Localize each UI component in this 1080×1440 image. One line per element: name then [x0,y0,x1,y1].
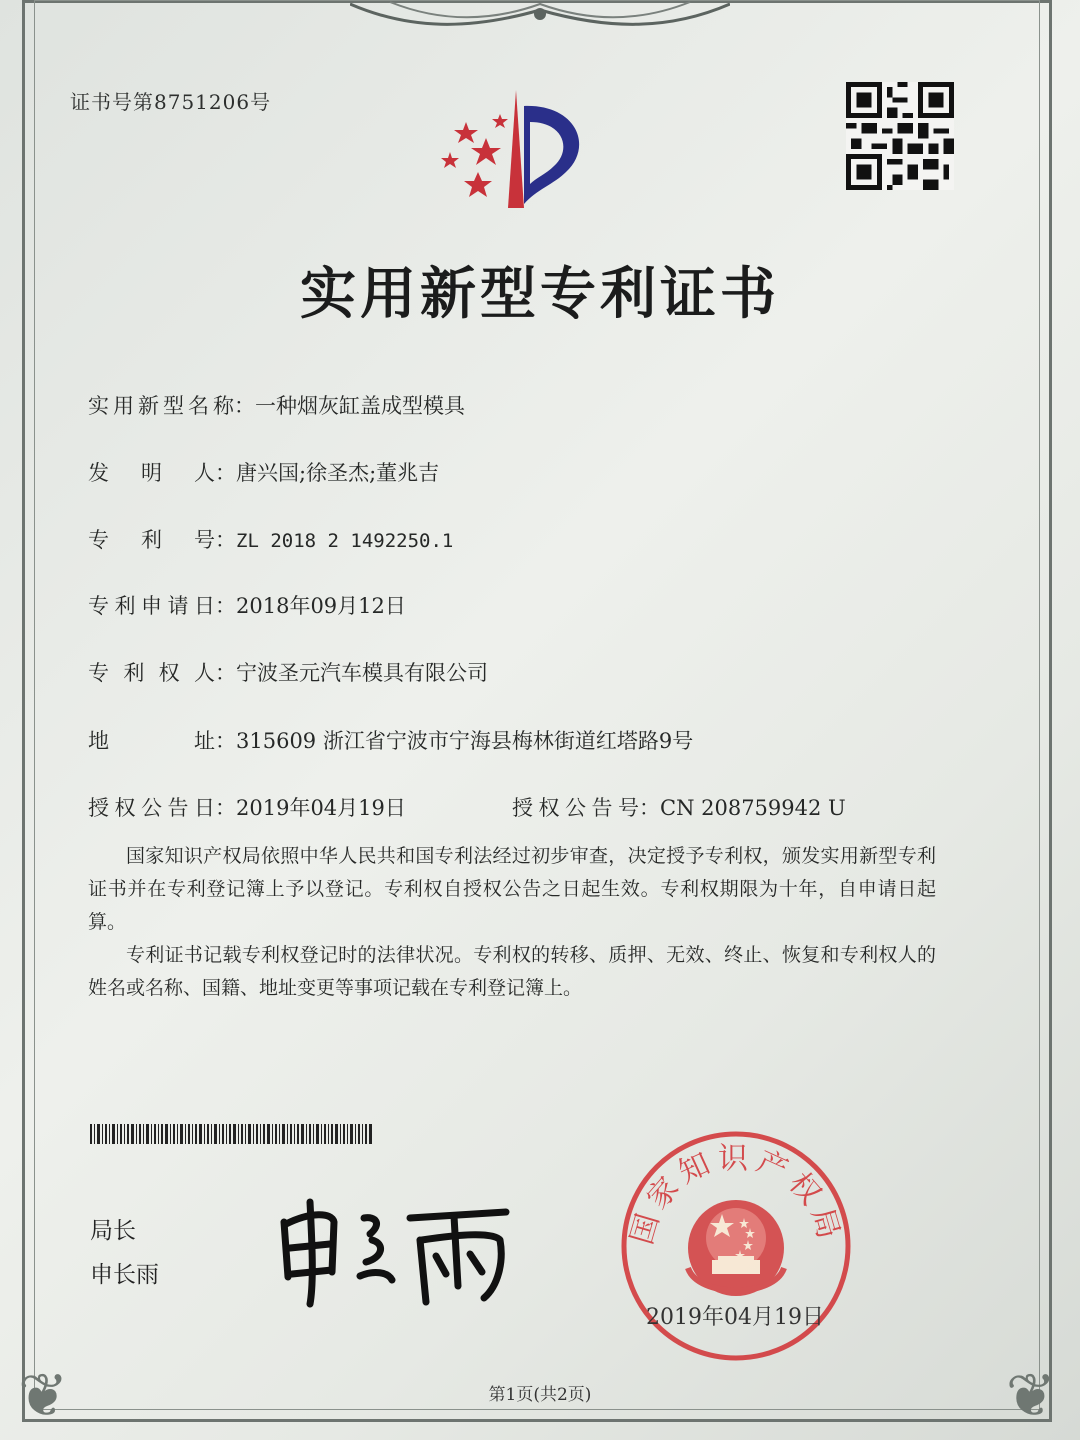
field-value: 2018年09月12日 [236,594,406,618]
field-value: 一种烟灰缸盖成型模具 [255,394,465,418]
field-label: 授权公告号 [512,796,639,820]
seal-date: 2019年04月19日 [646,1305,824,1330]
certificate-number: 证书号第8751206号 [70,90,272,114]
field-label: 专利权人 [88,661,215,685]
field-label: 授权公告日 [88,796,215,820]
director-name: 申长雨 [90,1262,159,1288]
field-label: 专利号 [88,528,215,552]
field-value: 315609 浙江省宁波市宁海县梅林街道红塔路9号 [236,729,694,753]
field-row-patent-number: 专利号：ZL 2018 2 1492250.1 [88,524,453,554]
field-row-inventors: 发明人：唐兴国;徐圣杰;董兆吉 [88,457,439,487]
barcode-icon [90,1124,372,1144]
field-label: 实用新型名称 [88,394,234,418]
corner-ornament-icon: ❦ [18,1361,69,1431]
field-value: 唐兴国;徐圣杰;董兆吉 [236,461,440,485]
corner-ornament-icon: ❦ [1005,1361,1056,1431]
signature-icon [270,1182,520,1312]
field-row-address: 地址：315609 浙江省宁波市宁海县梅林街道红塔路9号 [88,725,693,755]
patent-office-logo-icon [436,86,606,216]
field-row-name: 实用新型名称：一种烟灰缸盖成型模具 [88,390,465,420]
certificate-text [88,840,936,1005]
qr-code-icon [846,82,954,190]
page-number: 第1页(共2页) [488,1385,592,1405]
field-value: ZL 2018 2 1492250.1 [236,530,454,552]
field-value: 2019年04月19日 [236,796,406,820]
field-value: CN 208759942 U [660,796,846,820]
paragraph: 国家知识产权局依照中华人民共和国专利法经过初步审查，决定授予专利权，颁发实用新型专利证书并在专利登记簿上予以登记。专利权自授权公告之日起生效。专利权期限为十年，自申请日起算。 [88,845,936,933]
field-row-grant-number: 授权公告号：CN 208759942 U [512,792,846,822]
field-label: 发明人 [88,461,215,485]
certificate-title: 实用新型专利证书 [300,261,780,327]
field-label: 地址 [88,729,215,753]
top-ornament-icon [350,0,730,32]
field-value: 宁波圣元汽车模具有限公司 [236,661,488,685]
paragraph: 专利证书记载专利权登记时的法律状况。专利权的转移、质押、无效、终止、恢复和专利权人的姓名或名称、国籍、地址变更等事项记载在专利登记簿上。 [88,944,936,999]
field-row-grant-date: 授权公告日：2019年04月19日 [88,792,406,822]
field-row-application-date: 专利申请日：2018年09月12日 [88,590,406,620]
seal-text: 国家知识产权局 [624,1141,848,1249]
field-label: 专利申请日 [88,594,215,618]
director-title: 局长 [90,1218,136,1244]
field-row-patentee: 专利权人：宁波圣元汽车模具有限公司 [88,657,488,687]
